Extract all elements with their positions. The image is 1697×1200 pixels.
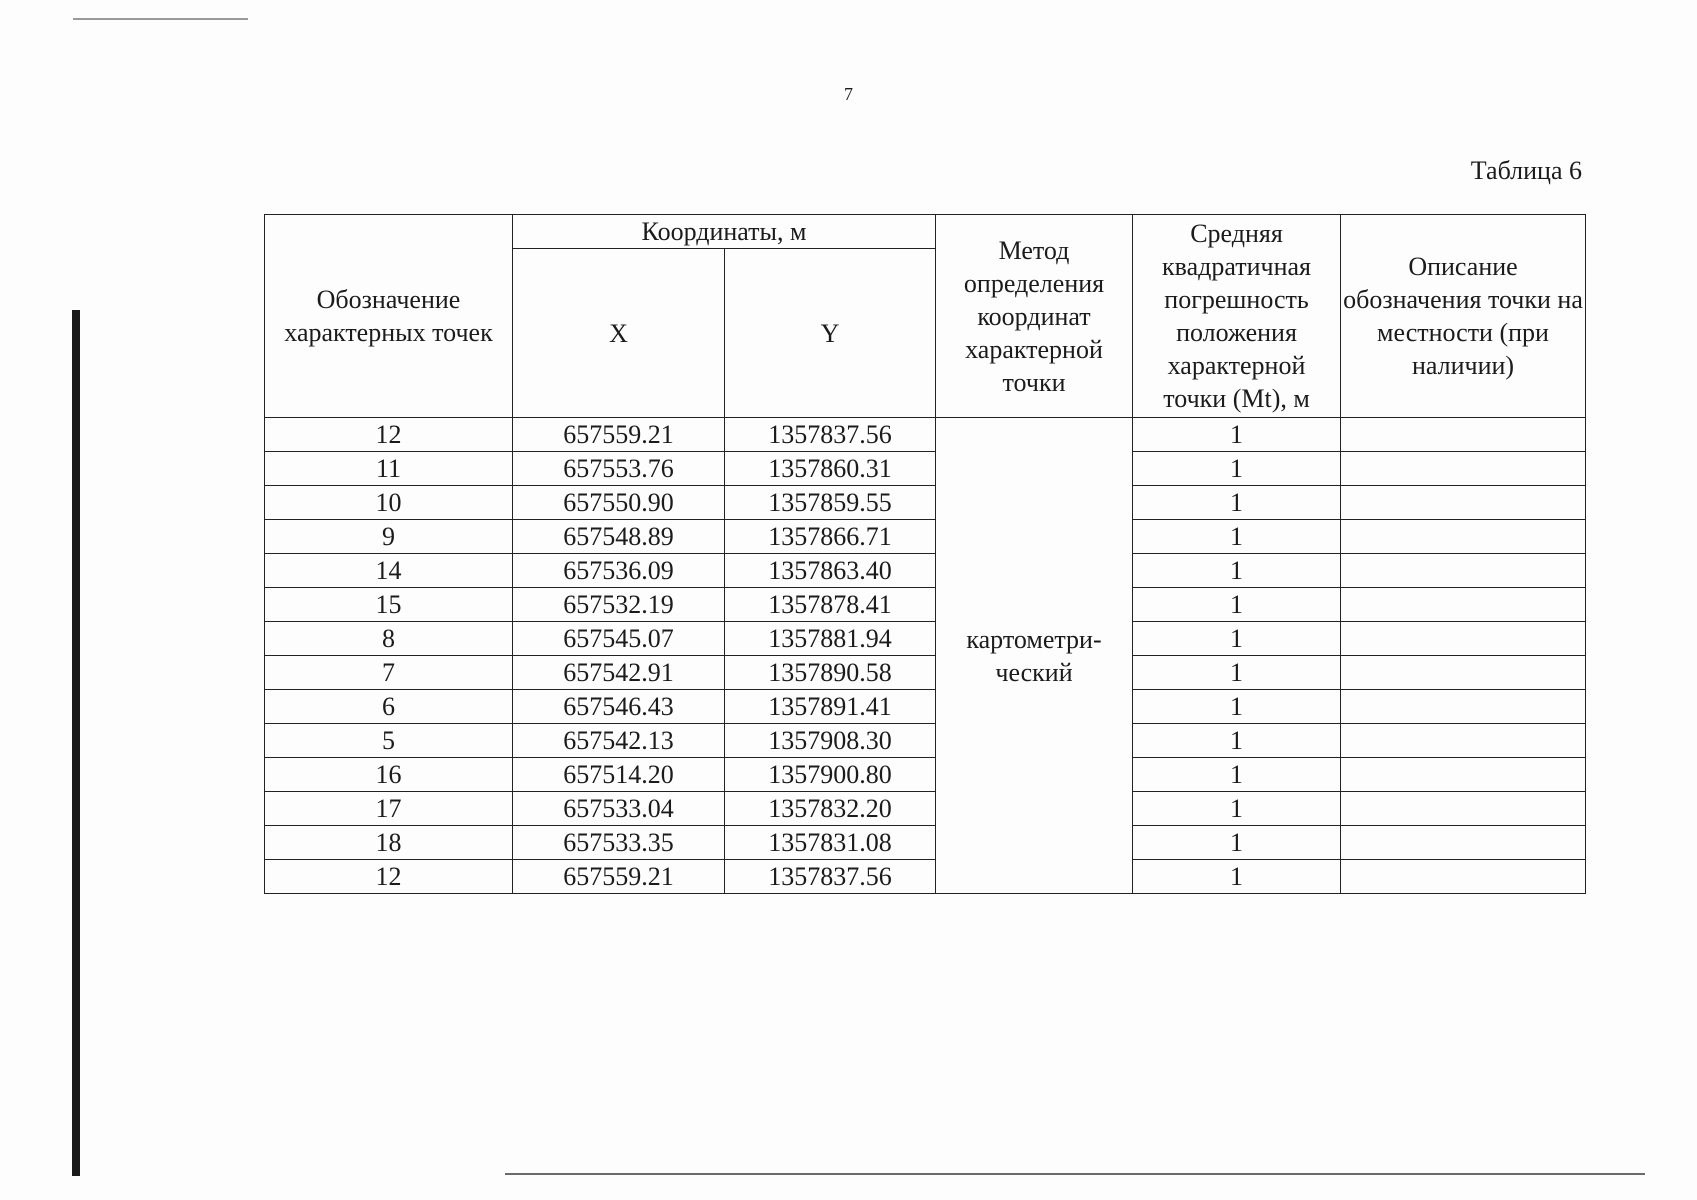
cell-x: 657542.13 xyxy=(513,724,725,758)
table-row xyxy=(265,554,1586,588)
table-row xyxy=(265,860,1586,894)
cell-x: 657545.07 xyxy=(513,622,725,656)
cell-point: 18 xyxy=(265,826,513,860)
cell-point: 15 xyxy=(265,588,513,622)
cell-mt: 1 xyxy=(1133,690,1341,724)
cell-y: 1357890.58 xyxy=(725,656,936,690)
cell-mt: 1 xyxy=(1133,452,1341,486)
cell-y: 1357908.30 xyxy=(725,724,936,758)
cell-point: 6 xyxy=(265,690,513,724)
cell-point: 12 xyxy=(265,418,513,452)
cell-mt: 1 xyxy=(1133,826,1341,860)
cell-y: 1357881.94 xyxy=(725,622,936,656)
cell-y: 1357832.20 xyxy=(725,792,936,826)
header-y: Y xyxy=(725,249,936,418)
cell-x: 657553.76 xyxy=(513,452,725,486)
scan-edge-bar-left xyxy=(72,310,80,1176)
cell-mt: 1 xyxy=(1133,520,1341,554)
cell-description xyxy=(1341,418,1586,452)
cell-y: 1357900.80 xyxy=(725,758,936,792)
cell-y: 1357891.41 xyxy=(725,690,936,724)
cell-y: 1357837.56 xyxy=(725,418,936,452)
cell-description xyxy=(1341,588,1586,622)
cell-description xyxy=(1341,520,1586,554)
table-row xyxy=(265,418,1586,452)
cell-x: 657514.20 xyxy=(513,758,725,792)
header-error: Средняя квадратичная погрешность положения характерной точки (Mt), м xyxy=(1133,215,1341,418)
table-row xyxy=(265,486,1586,520)
cell-point: 5 xyxy=(265,724,513,758)
cell-description xyxy=(1341,758,1586,792)
table-row xyxy=(265,690,1586,724)
cell-description xyxy=(1341,554,1586,588)
scan-edge-line-bottom xyxy=(505,1173,1645,1175)
cell-mt: 1 xyxy=(1133,554,1341,588)
cell-y: 1357860.31 xyxy=(725,452,936,486)
cell-mt: 1 xyxy=(1133,860,1341,894)
cell-description xyxy=(1341,656,1586,690)
cell-point: 17 xyxy=(265,792,513,826)
cell-point: 8 xyxy=(265,622,513,656)
cell-description xyxy=(1341,724,1586,758)
cell-mt: 1 xyxy=(1133,758,1341,792)
cell-point: 12 xyxy=(265,860,513,894)
header-description: Описание обозначения точки на местности (при наличии) xyxy=(1341,215,1586,418)
cell-mt: 1 xyxy=(1133,486,1341,520)
table-caption: Таблица 6 xyxy=(1470,156,1582,185)
cell-x: 657536.09 xyxy=(513,554,725,588)
cell-point: 7 xyxy=(265,656,513,690)
cell-description xyxy=(1341,486,1586,520)
cell-description xyxy=(1341,690,1586,724)
table-row xyxy=(265,452,1586,486)
cell-x: 657532.19 xyxy=(513,588,725,622)
cell-x: 657546.43 xyxy=(513,690,725,724)
cell-y: 1357863.40 xyxy=(725,554,936,588)
cell-method: картометри-ческий xyxy=(936,418,1133,894)
cell-description xyxy=(1341,792,1586,826)
table-body xyxy=(265,418,1586,894)
table-row xyxy=(265,656,1586,690)
cell-mt: 1 xyxy=(1133,792,1341,826)
cell-x: 657550.90 xyxy=(513,486,725,520)
coordinates-table xyxy=(264,214,1586,894)
cell-x: 657548.89 xyxy=(513,520,725,554)
header-x: X xyxy=(513,249,725,418)
cell-description xyxy=(1341,452,1586,486)
table-row xyxy=(265,622,1586,656)
cell-point: 9 xyxy=(265,520,513,554)
cell-x: 657559.21 xyxy=(513,418,725,452)
table-row xyxy=(265,724,1586,758)
cell-point: 10 xyxy=(265,486,513,520)
cell-y: 1357878.41 xyxy=(725,588,936,622)
cell-y: 1357831.08 xyxy=(725,826,936,860)
cell-y: 1357859.55 xyxy=(725,486,936,520)
table-row xyxy=(265,792,1586,826)
cell-point: 14 xyxy=(265,554,513,588)
header-method: Метод определения координат характерной точки xyxy=(936,215,1133,418)
cell-description xyxy=(1341,622,1586,656)
cell-point: 16 xyxy=(265,758,513,792)
cell-x: 657559.21 xyxy=(513,860,725,894)
cell-y: 1357866.71 xyxy=(725,520,936,554)
cell-x: 657533.35 xyxy=(513,826,725,860)
cell-point: 11 xyxy=(265,452,513,486)
cell-x: 657533.04 xyxy=(513,792,725,826)
cell-description xyxy=(1341,860,1586,894)
cell-x: 657542.91 xyxy=(513,656,725,690)
table-row xyxy=(265,826,1586,860)
cell-mt: 1 xyxy=(1133,622,1341,656)
cell-mt: 1 xyxy=(1133,656,1341,690)
page-number: 7 xyxy=(844,84,853,104)
cell-mt: 1 xyxy=(1133,724,1341,758)
header-point-designation: Обозначение характерных точек xyxy=(265,215,513,418)
table-row xyxy=(265,520,1586,554)
scan-edge-line-top xyxy=(73,18,248,20)
table-row xyxy=(265,758,1586,792)
cell-mt: 1 xyxy=(1133,588,1341,622)
header-coordinates: Координаты, м xyxy=(513,215,936,249)
cell-description xyxy=(1341,826,1586,860)
cell-y: 1357837.56 xyxy=(725,860,936,894)
cell-mt: 1 xyxy=(1133,418,1341,452)
table-row xyxy=(265,588,1586,622)
